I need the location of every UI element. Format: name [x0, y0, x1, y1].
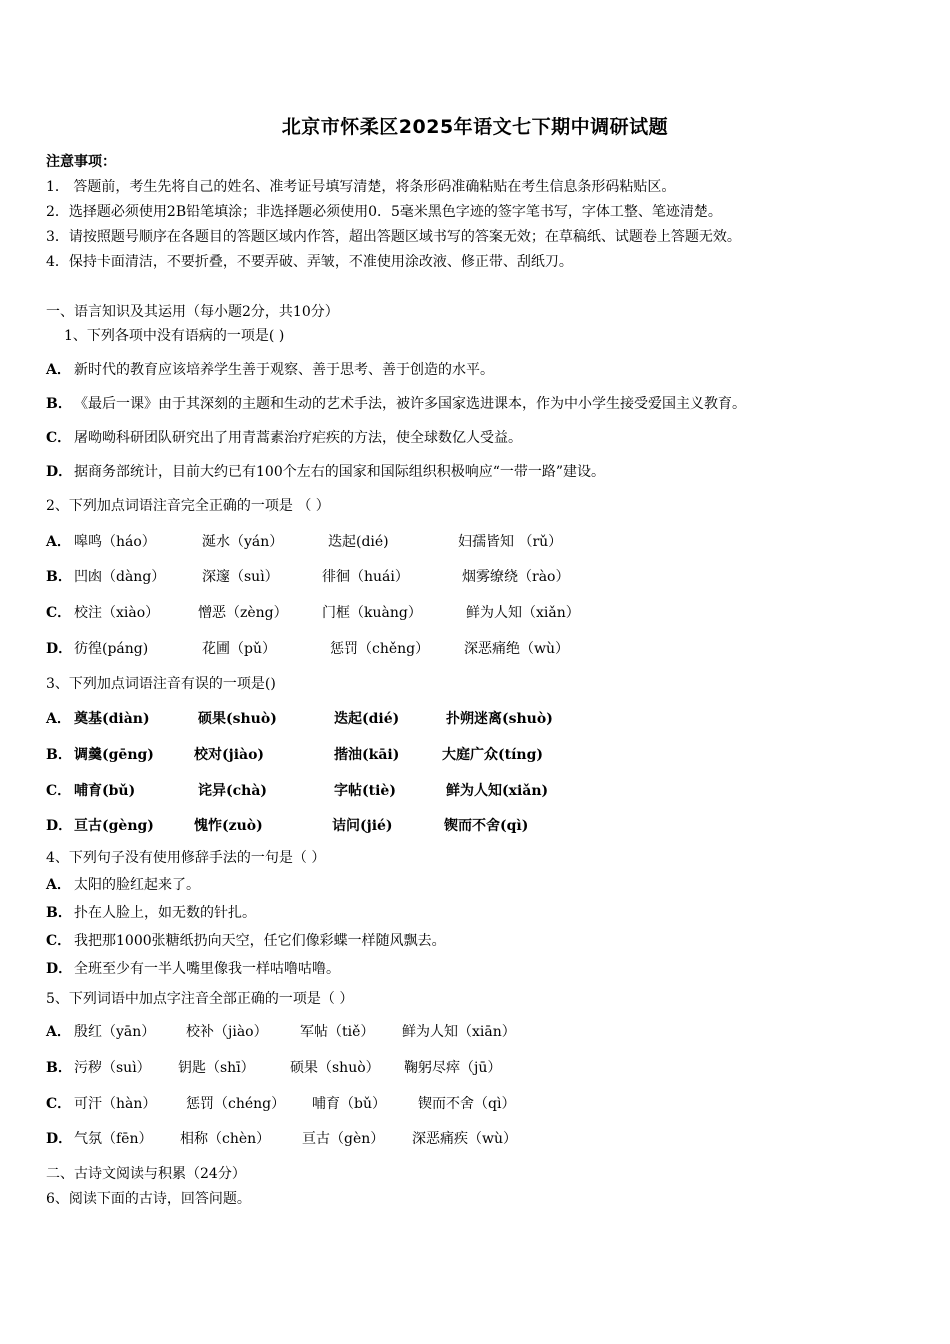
q3-row-d-item-1: 亘古(gèng) [74, 818, 154, 834]
option-text: 新时代的教育应该培养学生善于观察、善于思考、善于创造的水平。 [74, 362, 494, 378]
q3-row-b-item-3: 揩油(kāi) [334, 747, 400, 763]
q2-row-c-item-3: 门框（kuàng） [322, 605, 422, 621]
q2-row-b-item-4: 烟雾缭绕（rào） [462, 569, 570, 585]
option-label: A． [46, 877, 71, 893]
option-label: C． [46, 430, 72, 446]
q2-row-a-item-4: 妇孺皆知 （rǔ） [458, 534, 563, 550]
q3-row-c-label: C． [46, 783, 72, 799]
q5-row-d-item-4: 深恶痛疾（wù） [412, 1131, 517, 1147]
q1-option-d [46, 463, 605, 481]
q2-row-c-label: C． [46, 605, 72, 621]
q3-row-a-label: A． [46, 711, 71, 727]
q3-row-b-label: B． [46, 747, 72, 763]
option-label: B． [46, 396, 72, 412]
q5-row-a-item-1: 殷红（yān） [74, 1024, 156, 1040]
option-text: 《最后一课》由于其深刻的主题和生动的艺术手法，被许多国家选进课本，作为中小学生接受爱国主义教育。 [74, 396, 746, 412]
option-label: D． [46, 961, 73, 977]
question-5-stem: 5、下列词语中加点字注音全部正确的一项是（ ） [46, 991, 354, 1007]
q2-row-b-item-3: 徘徊（huái） [322, 569, 409, 585]
q3-row-c-item-4: 鲜为人知(xiǎn) [446, 783, 549, 799]
option-label: A． [46, 362, 71, 378]
q2-row-c-item-2: 憎恶（zèng） [198, 605, 288, 621]
option-label: C． [46, 933, 72, 949]
notice-item-2: 2．选择题必须使用2B铅笔填涂；非选择题必须使用0．5毫米黑色字迹的签字笔书写，字体工整、笔迹清楚。 [46, 204, 722, 220]
q5-row-a-label: A． [46, 1024, 71, 1040]
q2-row-a-item-3: 迭起(dié) [328, 534, 389, 550]
q3-row-a-item-2: 硕果(shuò) [198, 711, 277, 727]
q2-row-b-item-2: 深邃（suì） [202, 569, 279, 585]
q2-row-c-item-4: 鲜为人知（xiǎn） [466, 605, 580, 621]
q2-row-a-item-2: 涎水（yán） [202, 534, 284, 550]
notice-heading: 注意事项： [46, 154, 116, 170]
q3-row-c-item-3: 字帖(tiè) [334, 783, 396, 799]
option-text: 屠呦呦科研团队研究出了用青蒿素治疗疟疾的方法，使全球数亿人受益。 [74, 430, 522, 446]
question-4-stem: 4、下列句子没有使用修辞手法的一句是（ ） [46, 850, 326, 866]
q1-option-c [46, 429, 522, 447]
q3-row-d-item-2: 愧怍(zuò) [194, 818, 263, 834]
q5-row-c-item-3: 哺育（bǔ） [312, 1096, 386, 1112]
notice-item-1: 1． 答题前，考生先将自己的姓名、准考证号填写清楚，将条形码准确粘贴在考生信息条形码粘贴区。 [46, 179, 676, 195]
option-text: 据商务部统计，目前大约已有100个左右的国家和国际组织积极响应“一带一路”建设。 [74, 464, 606, 480]
q5-row-c-item-2: 惩罚（chéng） [186, 1096, 286, 1112]
q3-row-b-item-1: 调羹(gēng) [74, 747, 154, 763]
question-2-stem: 2、下列加点词语注音完全正确的一项是 （ ） [46, 498, 330, 514]
q4-option-c [46, 932, 446, 950]
q5-row-a-item-3: 军帖（tiě） [300, 1024, 375, 1040]
page-title: 北京市怀柔区2025年语文七下期中调研试题 [281, 116, 669, 138]
q5-row-b-item-3: 硕果（shuò） [290, 1060, 380, 1076]
q2-row-d-item-1: 彷徨(páng) [74, 641, 149, 657]
notice-item-3: 3．请按照题号顺序在各题目的答题区域内作答，超出答题区域书写的答案无效；在草稿纸、试题卷上答题无效。 [46, 229, 741, 245]
q2-row-d-item-4: 深恶痛绝（wù） [464, 641, 569, 657]
q5-row-d-label: D． [46, 1131, 73, 1147]
q5-row-b-item-2: 钥匙（shī） [178, 1060, 255, 1076]
q2-row-d-item-3: 惩罚（chěng） [330, 641, 430, 657]
q5-row-b-item-4: 鞠躬尽瘁（jū） [404, 1060, 502, 1076]
q3-row-c-item-1: 哺育(bǔ) [74, 783, 136, 799]
option-text: 我把那1000张糖纸扔向天空，任它们像彩蝶一样随风飘去。 [74, 933, 446, 949]
q2-row-a-item-1: 嗥鸣（háo） [74, 534, 156, 550]
option-text: 全班至少有一半人嘴里像我一样咕噜咕噜。 [74, 961, 340, 977]
q4-option-d [46, 960, 340, 978]
q3-row-c-item-2: 诧异(chà) [198, 783, 268, 799]
q5-row-d-item-1: 气氛（fēn） [74, 1131, 153, 1147]
q3-row-a-item-1: 奠基(diàn) [74, 711, 150, 727]
option-label: B． [46, 905, 72, 921]
question-6-stem: 6、阅读下面的古诗，回答问题。 [46, 1191, 251, 1207]
q3-row-a-item-3: 迭起(dié) [334, 711, 400, 727]
option-label: D． [46, 464, 73, 480]
question-1-stem: 1、下列各项中没有语病的一项是( ) [64, 328, 285, 344]
section-1-heading: 一、语言知识及其运用（每小题2分，共10分） [46, 304, 339, 320]
q5-row-d-item-3: 亘古（gèn） [302, 1131, 385, 1147]
q1-option-b [46, 395, 746, 413]
option-text: 太阳的脸红起来了。 [74, 877, 200, 893]
q5-row-b-label: B． [46, 1060, 72, 1076]
q5-row-c-label: C． [46, 1096, 72, 1112]
q3-row-b-item-4: 大庭广众(tíng) [442, 747, 544, 763]
q3-row-a-item-4: 扑朔迷离(shuò) [446, 711, 553, 727]
q3-row-b-item-2: 校对(jiào) [194, 747, 265, 763]
section-2-heading: 二、古诗文阅读与积累（24分） [46, 1166, 246, 1182]
q5-row-b-item-1: 污秽（suì） [74, 1060, 151, 1076]
q2-row-d-item-2: 花圃（pǔ） [202, 641, 276, 657]
q5-row-c-item-4: 锲而不舍（qì） [418, 1096, 516, 1112]
q3-row-d-label: D． [46, 818, 73, 834]
option-text: 扑在人脸上，如无数的针扎。 [74, 905, 256, 921]
q2-row-d-label: D． [46, 641, 73, 657]
q5-row-a-item-2: 校补（jiào） [186, 1024, 268, 1040]
question-3-stem: 3、下列加点词语注音有误的一项是() [46, 676, 276, 692]
q1-option-a [46, 361, 494, 379]
q4-option-a [46, 876, 200, 894]
q2-row-b-label: B． [46, 569, 72, 585]
q5-row-c-item-1: 可汗（hàn） [74, 1096, 157, 1112]
q4-option-b [46, 904, 256, 922]
q3-row-d-item-4: 锲而不舍(qì) [444, 818, 529, 834]
q2-row-a-label: A． [46, 534, 71, 550]
q5-row-d-item-2: 相称（chèn） [180, 1131, 271, 1147]
q2-row-c-item-1: 校注（xiào） [74, 605, 160, 621]
q3-row-d-item-3: 诘问(jié) [332, 818, 393, 834]
q2-row-b-item-1: 凹凼（dàng） [74, 569, 166, 585]
notice-item-4: 4．保持卡面清洁，不要折叠，不要弄破、弄皱，不准使用涂改液、修正带、刮纸刀。 [46, 254, 573, 270]
q5-row-a-item-4: 鲜为人知（xiān） [402, 1024, 516, 1040]
